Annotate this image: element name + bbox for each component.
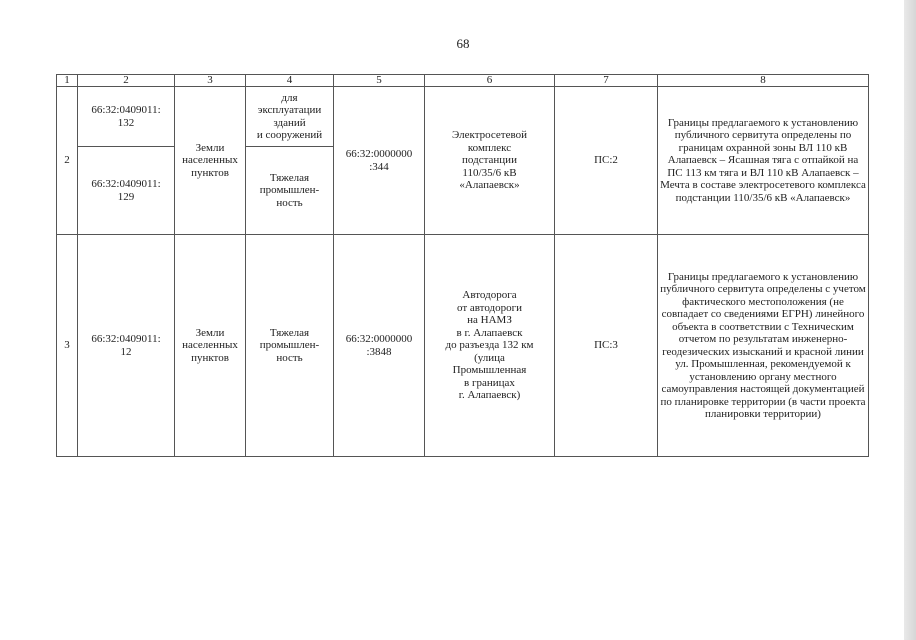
row-number: 2 [57, 87, 78, 235]
land-category-cell: Земли населенных пунктов [175, 87, 246, 235]
table-header-row [57, 75, 869, 87]
note-cell: Границы предлагаемого к установлению публичного сервитута определены по границам охранной зоны ВЛ 110 кВ Алапаевск – Ясашная тяга с отпайкой на ПС 113 км тяга и ВЛ 110 кВ Алапаевск – Мечта в составе электросетевого комплекса подстанции 110/35/6 кВ «Алапаевск» [658, 87, 869, 235]
header-cell: 8 [658, 75, 869, 87]
object-description-cell: Автодорога от автодороги на НАМЗ в г. Алапаевск до разъезда 132 км (улица Промышленная в границах г. Алапаевск) [425, 235, 555, 457]
row-number: 3 [57, 235, 78, 457]
land-category-cell: Земли населенных пунктов [175, 235, 246, 457]
document-table [56, 74, 869, 457]
header-cell: 5 [334, 75, 425, 87]
permitted-use-cell: для эксплуатации зданий и сооружений [246, 87, 334, 147]
header-cell: 7 [555, 75, 658, 87]
header-cell: 2 [78, 75, 175, 87]
header-cell: 4 [246, 75, 334, 87]
permitted-use-cell: Тяжелая промышлен- ность [246, 147, 334, 235]
zone-cell: ПС:2 [555, 87, 658, 235]
zone-cell: ПС:3 [555, 235, 658, 457]
permitted-use-cell: Тяжелая промышлен- ность [246, 235, 334, 457]
header-cell: 1 [57, 75, 78, 87]
parent-cadastral-cell: 66:32:0000000 :3848 [334, 235, 425, 457]
table-row [57, 235, 869, 457]
cadastral-number-cell: 66:32:0409011: 132 [78, 87, 175, 147]
cadastral-number-cell: 66:32:0409011: 12 [78, 235, 175, 457]
page-number: 68 [456, 36, 470, 51]
header-cell: 6 [425, 75, 555, 87]
note-cell: Границы предлагаемого к установлению публичного сервитута определены с учетом фактического местоположения (не совпадает со сведениями ЕГРН) линейного объекта в соответствии с Техническим отчетом по результатам инженерно-геодезических изысканий и красной линии ул. Промышленная, рекомендуемой к установлению органу местного самоуправления настоящей документацией по планировке территории (в части проекта планировки территории) [658, 235, 869, 457]
object-description-cell: Электросетевой комплекс подстанции 110/35/6 кВ «Алапаевск» [425, 87, 555, 235]
table-row [57, 87, 869, 147]
header-cell: 3 [175, 75, 246, 87]
cadastral-number-cell: 66:32:0409011: 129 [78, 147, 175, 235]
page-edge [904, 0, 916, 640]
parent-cadastral-cell: 66:32:0000000 :344 [334, 87, 425, 235]
